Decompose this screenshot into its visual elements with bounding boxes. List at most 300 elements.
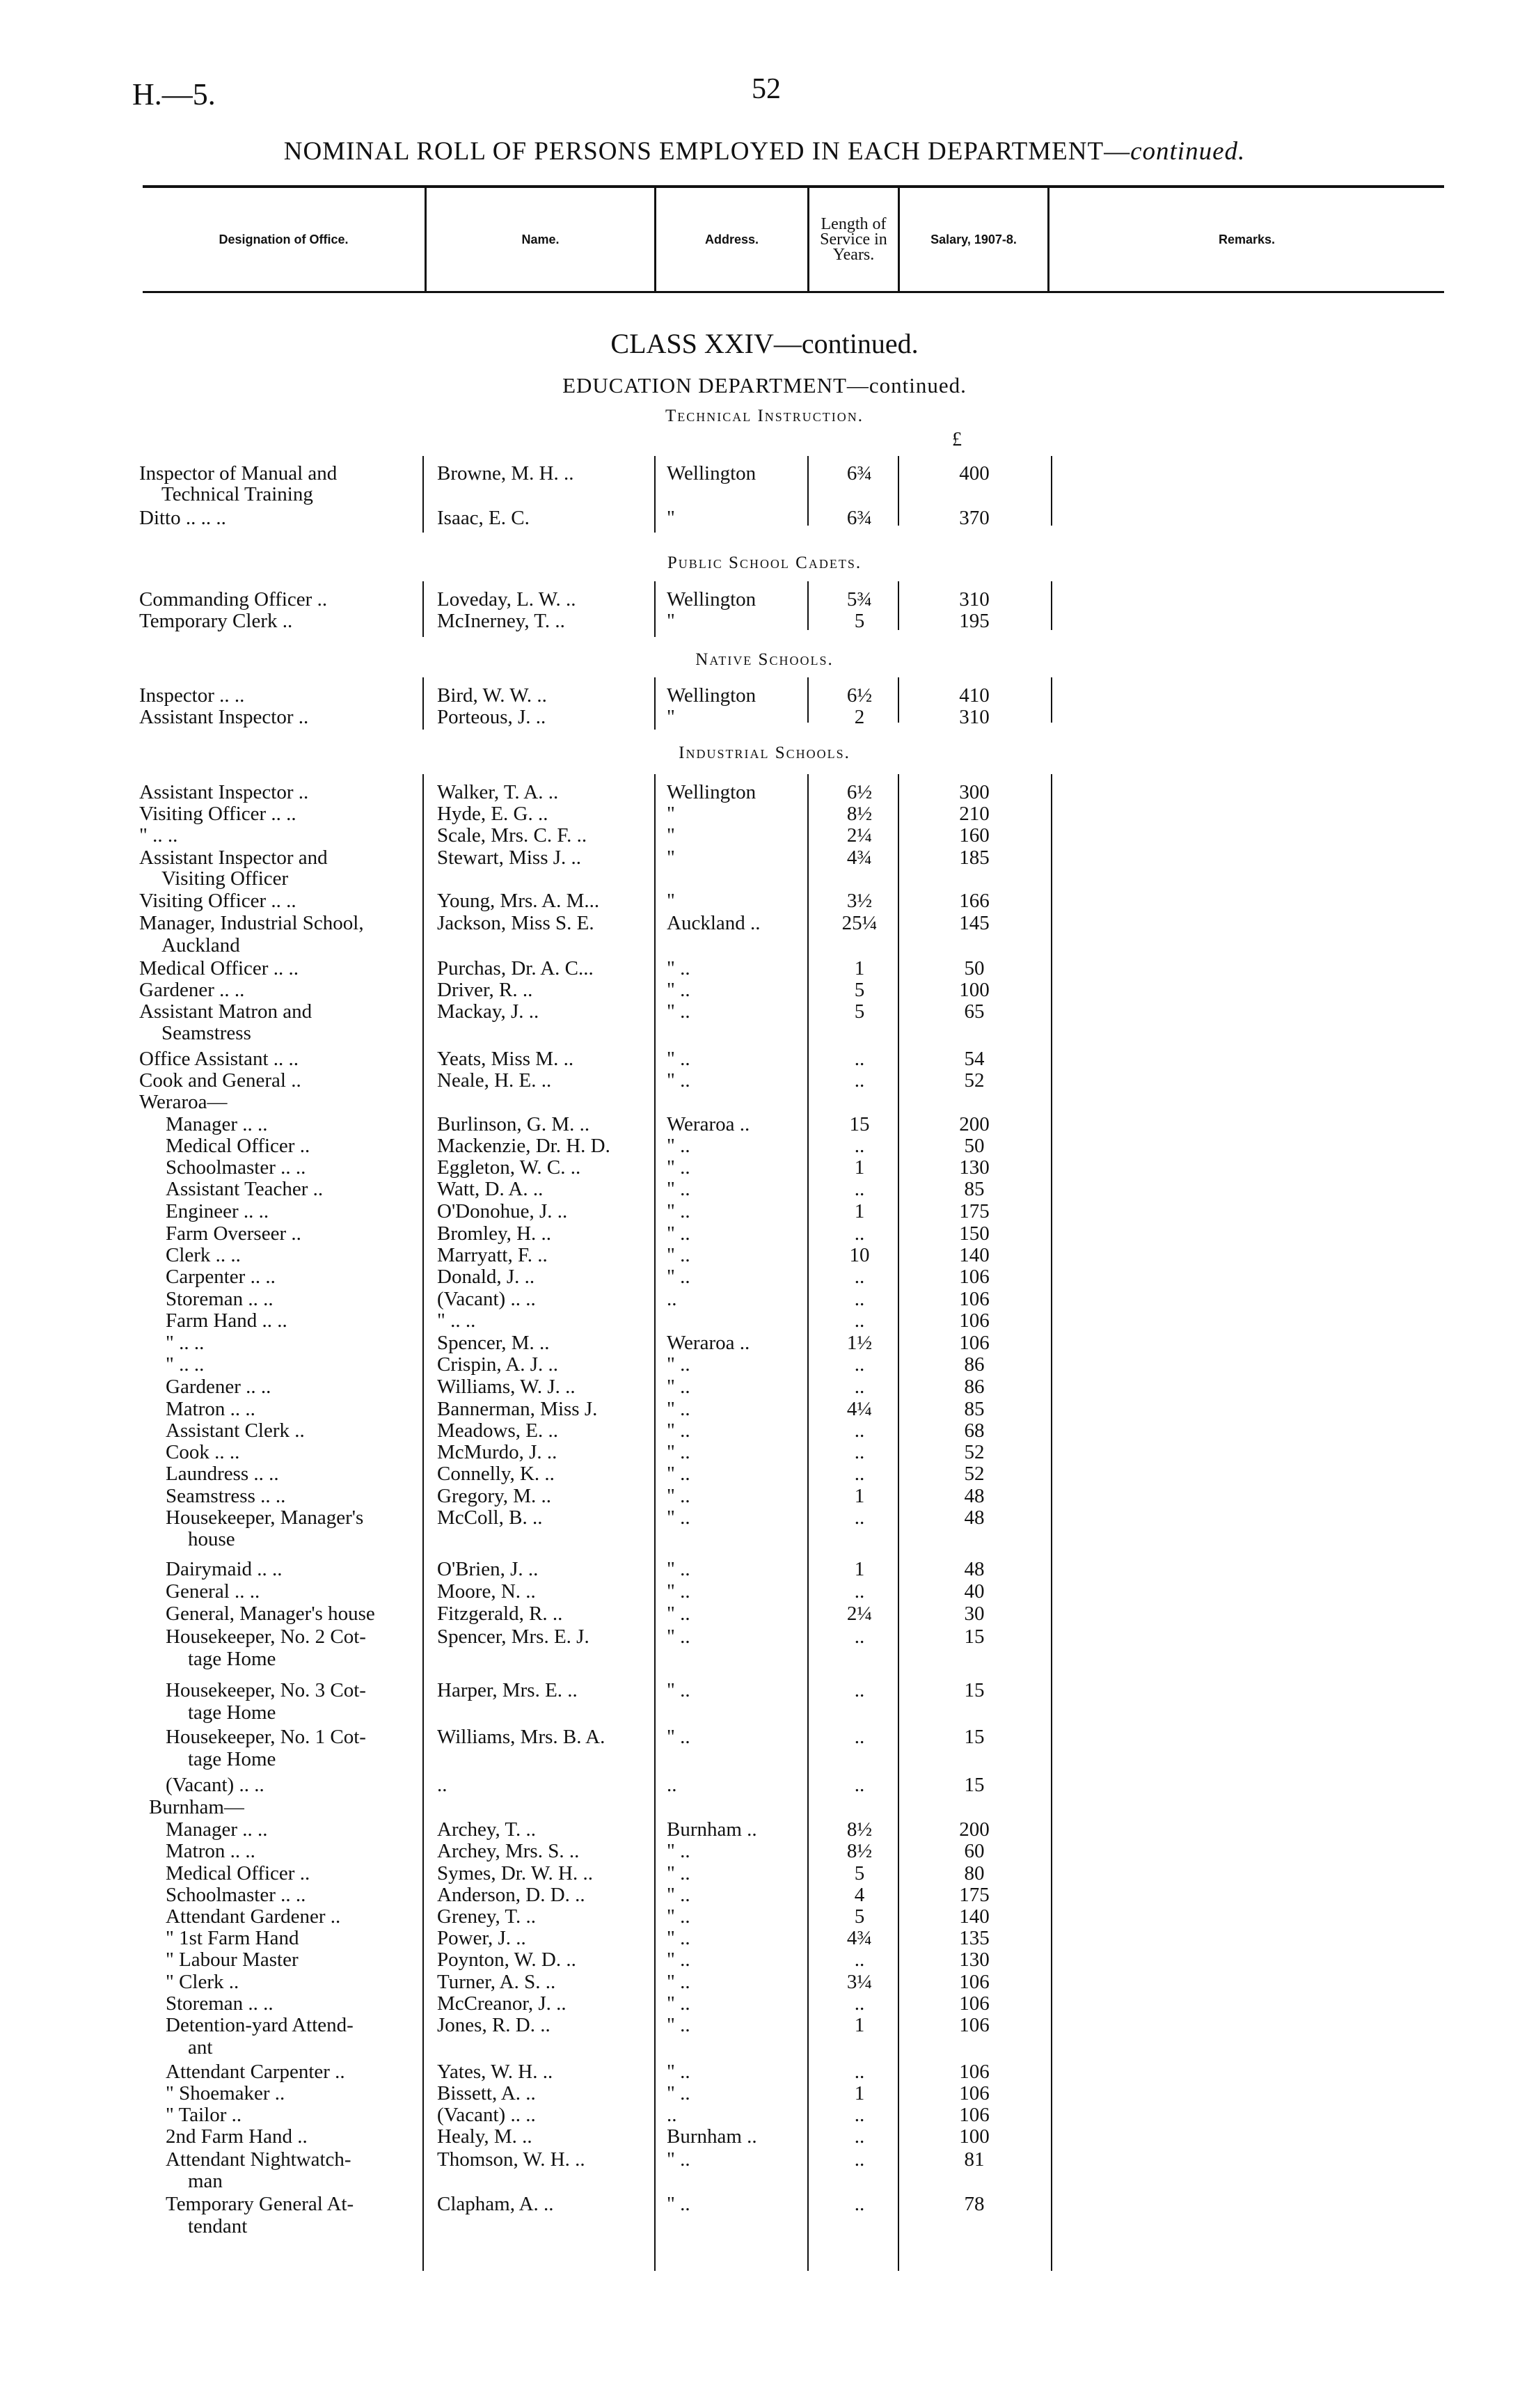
cell-salary: 85 (964, 1398, 985, 1420)
cell-name: Walker, T. A. .. (437, 781, 559, 803)
cell-designation: General, Manager's house (166, 1603, 375, 1625)
cell-address: " .. (667, 1992, 690, 2015)
cell-name: Scale, Mrs. C. F. .. (437, 824, 587, 847)
cell-name: Mackay, J. .. (437, 1000, 539, 1023)
cell-designation: man (188, 2170, 223, 2192)
cell-length: .. (854, 1441, 865, 1463)
cell-name: Gregory, M. .. (437, 1485, 552, 1507)
cell-salary: 86 (964, 1376, 985, 1398)
cell-address: " .. (667, 1840, 690, 1862)
cell-salary: 80 (964, 1862, 985, 1884)
cell-name: McInerney, T. .. (437, 610, 565, 632)
cell-name: Eggleton, W. C. .. (437, 1156, 581, 1179)
cell-designation: Weraroa— (139, 1091, 228, 1113)
cell-length: 2¼ (846, 1603, 873, 1625)
cell-designation: Housekeeper, No. 1 Cot- (166, 1726, 366, 1748)
page-title (0, 136, 1529, 166)
cell-salary: 106 (959, 1266, 990, 1288)
cell-salary: 54 (964, 1048, 985, 1070)
cell-salary: 52 (964, 1069, 985, 1092)
cell-salary: 410 (959, 684, 990, 707)
cell-name: Clapham, A. .. (437, 2193, 554, 2215)
cell-designation: ant (188, 2036, 213, 2059)
cell-name: Browne, M. H. .. (437, 462, 574, 485)
cell-designation: (Vacant) .. .. (166, 1774, 264, 1796)
cell-designation: Visiting Officer (161, 867, 289, 890)
cell-name: Young, Mrs. A. M... (437, 890, 600, 912)
cell-name: Connelly, K. .. (437, 1463, 555, 1485)
cell-name: Bissett, A. .. (437, 2082, 536, 2104)
cell-name: Thomson, W. H. .. (437, 2148, 585, 2171)
cell-address: " .. (667, 1726, 690, 1748)
cell-salary: 40 (964, 1580, 985, 1603)
cell-designation: Seamstress (161, 1022, 251, 1044)
cell-address: " .. (667, 1971, 690, 1993)
cell-name: O'Brien, J. .. (437, 1558, 539, 1580)
cell-address: " .. (667, 1266, 690, 1288)
cell-designation: Attendant Carpenter .. (166, 2061, 345, 2083)
cell-address: .. (667, 2104, 677, 2126)
cell-designation: Temporary General At- (166, 2193, 354, 2215)
cell-name: Marryatt, F. .. (437, 1244, 548, 1266)
cell-designation: Gardener .. .. (166, 1376, 271, 1398)
cell-address: Weraroa .. (667, 1332, 750, 1354)
cell-length: 25¼ (841, 912, 878, 934)
header-bottom-rule (143, 291, 1444, 293)
cell-name: Anderson, D. D. .. (437, 1884, 585, 1906)
cell-designation: " Clerk .. (166, 1971, 239, 1993)
cell-name: Archey, Mrs. S. .. (437, 1840, 580, 1862)
section-heading: Industrial Schools. (679, 743, 850, 762)
cell-designation: Manager .. .. (166, 1113, 268, 1135)
cell-length: 1 (854, 1156, 865, 1179)
cell-salary: 300 (959, 781, 990, 803)
cell-length: .. (854, 2061, 865, 2083)
cell-name: Poynton, W. D. .. (437, 1949, 576, 1971)
cell-address: Auckland .. (667, 912, 761, 934)
cell-salary: 106 (959, 1288, 990, 1310)
cell-length: .. (854, 2193, 865, 2215)
cell-name: (Vacant) .. .. (437, 2104, 536, 2126)
table-row (0, 1648, 1529, 1676)
cell-length: 4 (854, 1884, 865, 1906)
cell-length: 4¾ (846, 1927, 873, 1949)
cell-designation: Assistant Teacher .. (166, 1178, 324, 1200)
cell-designation: Carpenter .. .. (166, 1266, 276, 1288)
cell-salary: 106 (959, 2061, 990, 2083)
cell-address: " (667, 890, 675, 912)
cell-salary: 52 (964, 1441, 985, 1463)
cell-length: 6¾ (846, 507, 873, 529)
cell-length: 1½ (846, 1332, 873, 1354)
cell-designation: tage Home (188, 1648, 276, 1670)
cell-address: " .. (667, 2193, 690, 2215)
cell-address: " .. (667, 1679, 690, 1701)
cell-designation: Assistant Inspector .. (139, 706, 309, 728)
cell-designation: Seamstress .. .. (166, 1485, 286, 1507)
cell-name: Purchas, Dr. A. C... (437, 957, 594, 979)
cell-length: 1 (854, 1558, 865, 1580)
cell-designation: Attendant Nightwatch- (166, 2148, 351, 2171)
cell-address: Weraroa .. (667, 1113, 750, 1135)
cell-length: .. (854, 2148, 865, 2171)
cell-length: 10 (849, 1244, 870, 1266)
cell-length: 3½ (846, 890, 873, 912)
cell-salary: 130 (959, 1949, 990, 1971)
cell-name: Moore, N. .. (437, 1580, 536, 1603)
cell-address: " .. (667, 2148, 690, 2171)
cell-name: McColl, B. .. (437, 1506, 543, 1529)
cell-name: Symes, Dr. W. H. .. (437, 1862, 593, 1884)
cell-name: Greney, T. .. (437, 1905, 536, 1928)
cell-salary: 160 (959, 824, 990, 847)
cell-address: " .. (667, 1905, 690, 1928)
cell-address: " .. (667, 1376, 690, 1398)
cell-address: " .. (667, 1626, 690, 1648)
cell-length: .. (854, 1726, 865, 1748)
cell-name: Loveday, L. W. .. (437, 588, 576, 611)
cell-salary: 100 (959, 979, 990, 1001)
cell-name: Power, J. .. (437, 1927, 526, 1949)
cell-name: Porteous, J. .. (437, 706, 546, 728)
cell-address: " (667, 507, 675, 529)
cell-name: Isaac, E. C. (437, 507, 530, 529)
cell-address: " .. (667, 1156, 690, 1179)
cell-length: 8½ (846, 1840, 873, 1862)
header-salary: Salary, 1907-8. (930, 232, 1017, 246)
section-heading: Native Schools. (695, 650, 834, 669)
cell-length: 1 (854, 1200, 865, 1222)
cell-address: " .. (667, 1398, 690, 1420)
cell-address: Wellington (667, 462, 756, 485)
cell-length: 5 (854, 610, 865, 632)
cell-salary: 15 (964, 1774, 985, 1796)
cell-length: 2¼ (846, 824, 873, 847)
cell-salary: 48 (964, 1558, 985, 1580)
cell-designation: Assistant Inspector and (139, 847, 328, 869)
cell-address: " .. (667, 957, 690, 979)
cell-length: .. (854, 1506, 865, 1529)
cell-length: 1 (854, 2082, 865, 2104)
cell-address: " .. (667, 2061, 690, 2083)
cell-address: " (667, 847, 675, 869)
cell-designation: Clerk .. .. (166, 1244, 241, 1266)
cell-salary: 140 (959, 1244, 990, 1266)
cell-designation: Manager, Industrial School, (139, 912, 364, 934)
cell-name: Meadows, E. .. (437, 1419, 558, 1442)
cell-salary: 130 (959, 1156, 990, 1179)
cell-salary: 106 (959, 2014, 990, 2036)
cell-salary: 166 (959, 890, 990, 912)
cell-length: 4¾ (846, 847, 873, 869)
cell-name: " .. .. (437, 1309, 476, 1332)
cell-salary: 210 (959, 803, 990, 825)
cell-name: Williams, Mrs. B. A. (437, 1726, 605, 1748)
cell-designation: Engineer .. .. (166, 1200, 269, 1222)
cell-salary: 150 (959, 1222, 990, 1245)
cell-designation: Inspector .. .. (139, 684, 245, 707)
cell-salary: 195 (959, 610, 990, 632)
table-row (0, 2215, 1529, 2243)
cell-designation: " 1st Farm Hand (166, 1927, 299, 1949)
cell-length: 15 (849, 1113, 870, 1135)
cell-address: " .. (667, 1419, 690, 1442)
cell-salary: 81 (964, 2148, 985, 2171)
cell-address: " .. (667, 1463, 690, 1485)
class-title: CLASS XXIV—continued. (610, 328, 919, 359)
table-row (0, 507, 1529, 535)
cell-designation: Housekeeper, No. 3 Cot- (166, 1679, 366, 1701)
cell-salary: 78 (964, 2193, 985, 2215)
cell-salary: 175 (959, 1200, 990, 1222)
cell-salary: 140 (959, 1905, 990, 1928)
cell-length: .. (854, 1309, 865, 1332)
cell-designation: Assistant Matron and (139, 1000, 312, 1023)
cell-address: " (667, 824, 675, 847)
cell-address: " .. (667, 1485, 690, 1507)
cell-length: 1 (854, 957, 865, 979)
cell-salary: 50 (964, 1135, 985, 1157)
cell-address: " (667, 803, 675, 825)
cell-salary: 52 (964, 1463, 985, 1485)
header-name: Name. (521, 232, 560, 246)
cell-salary: 15 (964, 1679, 985, 1701)
cell-length: .. (854, 1048, 865, 1070)
cell-name: Donald, J. .. (437, 1266, 535, 1288)
table-row (0, 1748, 1529, 1776)
cell-length: .. (854, 1178, 865, 1200)
cell-salary: 86 (964, 1353, 985, 1376)
cell-designation: Temporary Clerk .. (139, 610, 293, 632)
cell-salary: 65 (964, 1000, 985, 1023)
cell-salary: 68 (964, 1419, 985, 1442)
cell-address: " .. (667, 1862, 690, 1884)
cell-designation: Detention-yard Attend- (166, 2014, 354, 2036)
cell-designation: Medical Officer .. (166, 1135, 310, 1157)
cell-length: 4¼ (846, 1398, 873, 1420)
cell-designation: Laundress .. .. (166, 1463, 279, 1485)
cell-length: .. (854, 1626, 865, 1648)
cell-length: 5 (854, 1905, 865, 1928)
cell-length: .. (854, 1580, 865, 1603)
cell-name: Neale, H. E. .. (437, 1069, 552, 1092)
cell-address: " (667, 610, 675, 632)
cell-salary: 175 (959, 1884, 990, 1906)
cell-length: .. (854, 1376, 865, 1398)
cell-address: " .. (667, 1178, 690, 1200)
cell-length: 2 (854, 706, 865, 728)
header-length: Length of Service in Years. (820, 215, 887, 264)
cell-address: Wellington (667, 588, 756, 611)
cell-salary: 200 (959, 1113, 990, 1135)
cell-designation: 2nd Farm Hand .. (166, 2125, 308, 2148)
cell-designation: " Labour Master (166, 1949, 299, 1971)
cell-address: " .. (667, 1580, 690, 1603)
cell-length: .. (854, 1135, 865, 1157)
cell-name: Mackenzie, Dr. H. D. (437, 1135, 610, 1157)
page-number: 52 (752, 73, 781, 105)
cell-designation: Technical Training (161, 483, 313, 505)
table-row (0, 610, 1529, 638)
cell-name: O'Donohue, J. .. (437, 1200, 568, 1222)
table-row (0, 1701, 1529, 1729)
cell-name: Watt, D. A. .. (437, 1178, 544, 1200)
cell-name: Fitzgerald, R. .. (437, 1603, 563, 1625)
cell-length: .. (854, 1288, 865, 1310)
cell-designation: Auckland (161, 934, 240, 957)
cell-name: Bird, W. W. .. (437, 684, 547, 707)
cell-designation: Storeman .. .. (166, 1992, 274, 2015)
cell-designation: Schoolmaster .. .. (166, 1156, 306, 1179)
cell-name: Jones, R. D. .. (437, 2014, 550, 2036)
cell-address: " .. (667, 979, 690, 1001)
cell-name: Driver, R. .. (437, 979, 533, 1001)
cell-length: 3¼ (846, 1971, 873, 1993)
cell-name: (Vacant) .. .. (437, 1288, 536, 1310)
cell-length: .. (854, 1266, 865, 1288)
section-heading: Public School Cadets. (667, 553, 862, 572)
header-designation: Designation of Office. (219, 232, 349, 246)
cell-designation: tage Home (188, 1748, 276, 1770)
table-row (0, 1022, 1529, 1050)
cell-salary: 60 (964, 1840, 985, 1862)
cell-name: Harper, Mrs. E. .. (437, 1679, 578, 1701)
cell-address: " .. (667, 1244, 690, 1266)
cell-salary: 15 (964, 1726, 985, 1748)
cell-length: 5 (854, 1000, 865, 1023)
cell-designation: Storeman .. .. (166, 1288, 274, 1310)
cell-designation: Matron .. .. (166, 1398, 255, 1420)
cell-designation: Housekeeper, Manager's (166, 1506, 364, 1529)
cell-length: .. (854, 1353, 865, 1376)
cell-designation: Schoolmaster .. .. (166, 1884, 306, 1906)
cell-salary: 310 (959, 588, 990, 611)
cell-designation: " .. .. (166, 1332, 205, 1354)
cell-address: " .. (667, 1069, 690, 1092)
cell-address: .. (667, 1288, 677, 1310)
cell-address: " .. (667, 1441, 690, 1463)
cell-name: Jackson, Miss S. E. (437, 912, 594, 934)
cell-length: 1 (854, 1485, 865, 1507)
cell-length: 5 (854, 1862, 865, 1884)
cell-designation: Office Assistant .. .. (139, 1048, 299, 1070)
cell-length: 6¾ (846, 462, 873, 485)
cell-designation: Farm Overseer .. (166, 1222, 301, 1245)
cell-salary: 48 (964, 1506, 985, 1529)
cell-address: " .. (667, 1949, 690, 1971)
cell-designation: Visiting Officer .. .. (139, 803, 296, 825)
cell-name: Spencer, M. .. (437, 1332, 550, 1354)
cell-name: Stewart, Miss J. .. (437, 847, 582, 869)
cell-designation: tendant (188, 2215, 248, 2237)
cell-length: 8½ (846, 1818, 873, 1841)
cell-designation: Dairymaid .. .. (166, 1558, 283, 1580)
cell-name: Crispin, A. J. .. (437, 1353, 559, 1376)
cell-salary: 145 (959, 912, 990, 934)
cell-length: .. (854, 1463, 865, 1485)
cell-salary: 48 (964, 1485, 985, 1507)
cell-name: Healy, M. .. (437, 2125, 532, 2148)
cell-address: " .. (667, 1558, 690, 1580)
cell-name: Archey, T. .. (437, 1818, 536, 1841)
cell-designation: Housekeeper, No. 2 Cot- (166, 1626, 366, 1648)
cell-salary: 50 (964, 957, 985, 979)
title-main: NOMINAL ROLL OF PERSONS EMPLOYED IN EACH DEPARTMENT— (283, 137, 1131, 166)
cell-name: Hyde, E. G. .. (437, 803, 548, 825)
cell-name: .. (437, 1774, 447, 1796)
cell-designation: Assistant Clerk .. (166, 1419, 305, 1442)
cell-designation: Gardener .. .. (139, 979, 245, 1001)
cell-address: " .. (667, 1927, 690, 1949)
section-heading: Technical Instruction. (665, 407, 864, 425)
cell-salary: 106 (959, 1332, 990, 1354)
cell-length: 6½ (846, 684, 873, 707)
cell-address: " .. (667, 1884, 690, 1906)
cell-salary: 106 (959, 2082, 990, 2104)
cell-designation: Matron .. .. (166, 1840, 255, 1862)
cell-salary: 106 (959, 1992, 990, 2015)
table-row (0, 2036, 1529, 2064)
cell-length: 5¾ (846, 588, 873, 611)
cell-name: Bannerman, Miss J. (437, 1398, 598, 1420)
cell-salary: 85 (964, 1178, 985, 1200)
cell-length: .. (854, 1222, 865, 1245)
table-row (0, 706, 1529, 734)
cell-salary: 100 (959, 2125, 990, 2148)
cell-address: " (667, 706, 675, 728)
cell-designation: " Tailor .. (166, 2104, 242, 2126)
cell-length: .. (854, 2125, 865, 2148)
cell-salary: 15 (964, 1626, 985, 1648)
header-address: Address. (704, 232, 759, 246)
cell-length: .. (854, 2104, 865, 2126)
cell-salary: 106 (959, 1309, 990, 1332)
cell-designation: Cook .. .. (166, 1441, 240, 1463)
cell-address: " .. (667, 1222, 690, 1245)
cell-address: " .. (667, 1048, 690, 1070)
cell-salary: 185 (959, 847, 990, 869)
cell-address: " .. (667, 1135, 690, 1157)
cell-length: .. (854, 1419, 865, 1442)
cell-designation: " .. .. (139, 824, 178, 847)
table-row (0, 1528, 1529, 1556)
cell-address: Wellington (667, 781, 756, 803)
cell-address: " .. (667, 2082, 690, 2104)
cell-name: Yeats, Miss M. .. (437, 1048, 574, 1070)
cell-name: Burlinson, G. M. .. (437, 1113, 590, 1135)
cell-designation: Inspector of Manual and (139, 462, 338, 485)
cell-length: .. (854, 1679, 865, 1701)
cell-name: Bromley, H. .. (437, 1222, 552, 1245)
cell-name: McCreanor, J. .. (437, 1992, 567, 2015)
document-id: H.—5. (132, 77, 216, 111)
cell-designation: Burnham— (149, 1796, 244, 1818)
cell-address: Wellington (667, 684, 756, 707)
cell-designation: Medical Officer .. .. (139, 957, 299, 979)
cell-address: " .. (667, 2014, 690, 2036)
cell-length: .. (854, 1949, 865, 1971)
cell-salary: 200 (959, 1818, 990, 1841)
cell-designation: " Shoemaker .. (166, 2082, 285, 2104)
cell-address: " .. (667, 1603, 690, 1625)
cell-name: Williams, W. J. .. (437, 1376, 576, 1398)
cell-salary: 106 (959, 1971, 990, 1993)
cell-address: " .. (667, 1200, 690, 1222)
cell-name: Spencer, Mrs. E. J. (437, 1626, 589, 1648)
cell-salary: 106 (959, 2104, 990, 2126)
cell-designation: Ditto .. .. .. (139, 507, 226, 529)
cell-designation: house (188, 1528, 235, 1550)
